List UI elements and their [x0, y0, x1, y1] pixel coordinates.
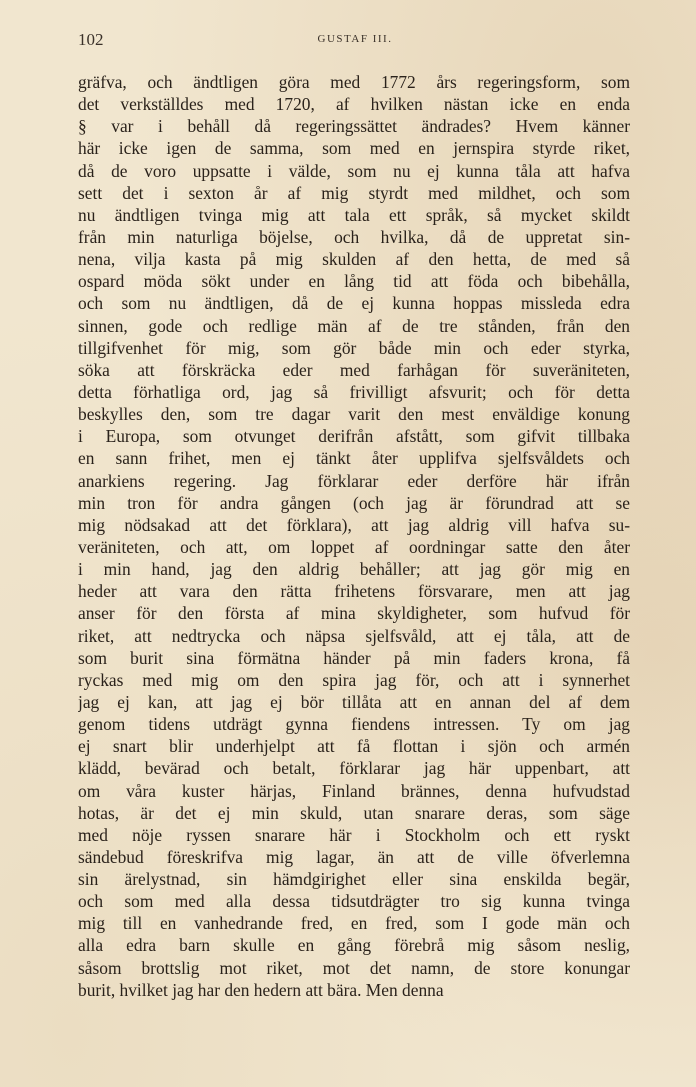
text-line: om våra kuster härjas, Finland brännes, denna hufvudstad	[78, 780, 630, 801]
text-line: söka att förskräcka eder med farhågan för suveräniteten,	[78, 359, 630, 380]
text-line: en sann frihet, men ej tänkt åter upplifva sjelfsvåldets och	[78, 448, 630, 469]
text-line: beskylles den, som tre dagar varit den mest enväldige konung	[78, 404, 630, 425]
text-line: anarkiens regering. Jag förklarar eder derföre här ifrån	[78, 470, 630, 491]
text-line: sett det i sexton år af mig styrdt med mildhet, och som	[78, 182, 630, 203]
text-line: mig nödsakad att det förklara), att jag aldrig vill hafva su-	[78, 514, 630, 535]
text-line: sinnen, gode och redlige män af de tre stånden, från den	[78, 315, 630, 336]
text-line: min tron för andra gången (och jag är förundrad att se	[78, 492, 630, 513]
text-line: sin ärelystnad, sin hämdgirighet eller sina enskilda begär,	[78, 869, 630, 890]
text-line: jag ej kan, att jag ej bör tillåta att en annan del af dem	[78, 691, 630, 712]
text-line: nena, vilja kasta på mig skulden af den hetta, de med så	[78, 249, 630, 270]
text-line: ospard möda sökt under en lång tid att föda och bibehålla,	[78, 271, 630, 292]
text-line: då de voro uppsatte i välde, som nu ej kunna tåla att hafva	[78, 160, 630, 181]
text-line: från min naturliga böjelse, och hvilka, då de uppretat sin-	[78, 226, 630, 247]
text-line: ryckas med mig om den spira jag för, och att i synnerhet	[78, 669, 630, 690]
text-line: med nöje ryssen snarare här i Stockholm och ett ryskt	[78, 824, 630, 845]
text-line: gräfva, och ändtligen göra med 1772 års regeringsform, som	[78, 72, 630, 92]
text-line: anser för den första af mina skyldigheter, som hufvud för	[78, 603, 630, 624]
text-line: riket, att nedtrycka och näpsa sjelfsvåld, att ej tåla, att de	[78, 625, 630, 646]
text-line: detta förhatliga ord, jag så frivilligt afsvurit; och för detta	[78, 381, 630, 402]
text-line: sändebud föreskrifva mig lagar, än att de ville öfverlemna	[78, 846, 630, 867]
text-line: burit, hvilket jag har den hedern att bära. Men denna	[78, 979, 444, 1000]
text-line: det verkställdes med 1720, af hvilken nästan icke en enda	[78, 94, 630, 115]
text-line: ej snart blir underhjelpt att få flottan i sjön och armén	[78, 736, 630, 757]
text-line: nu ändtligen tvinga mig att tala ett språk, så mycket skildt	[78, 204, 630, 225]
text-line: här icke igen de samma, som med en jernspira styrde riket,	[78, 138, 630, 159]
text-line: heder att vara den rätta frihetens försvarare, men att jag	[78, 581, 630, 602]
text-line: och som nu ändtligen, då de ej kunna hoppas missleda edra	[78, 293, 630, 314]
text-line: som burit sina förmätna händer på min faders krona, få	[78, 647, 630, 668]
text-line: alla edra barn skulle en gång förebrå mig såsom neslig,	[78, 935, 630, 956]
body-text	[78, 71, 630, 1001]
page-header	[78, 30, 632, 52]
text-line: mig till en vanhedrande fred, en fred, som I gode män och	[78, 913, 630, 934]
running-title: GUSTAF III.	[317, 33, 393, 45]
text-line: veräniteten, och att, om loppet af oordningar satte den åter	[78, 536, 630, 557]
text-line: § var i behåll då regeringssättet ändrades? Hvem känner	[78, 116, 630, 137]
text-line: såsom brottslig mot riket, mot det namn, de store konungar	[78, 957, 630, 978]
text-line: i Europa, som otvunget derifrån afstått, som gifvit tillbaka	[78, 426, 630, 447]
text-line: tillgifvenhet för mig, som gör både min och eder styrka,	[78, 337, 630, 358]
text-line: genom tidens utdrägt gynna fiendens intressen. Ty om jag	[78, 714, 630, 735]
text-line: i min hand, jag den aldrig behåller; att jag gör mig en	[78, 559, 630, 580]
text-line: och som med alla dessa tidsutdrägter tro sig kunna tvinga	[78, 891, 630, 912]
page-number: 102	[78, 30, 104, 49]
text-line: klädd, bevärad och betalt, förklarar jag här uppenbart, att	[78, 758, 630, 779]
text-line: hotas, är det ej min skuld, utan snarare deras, som säge	[78, 802, 630, 823]
